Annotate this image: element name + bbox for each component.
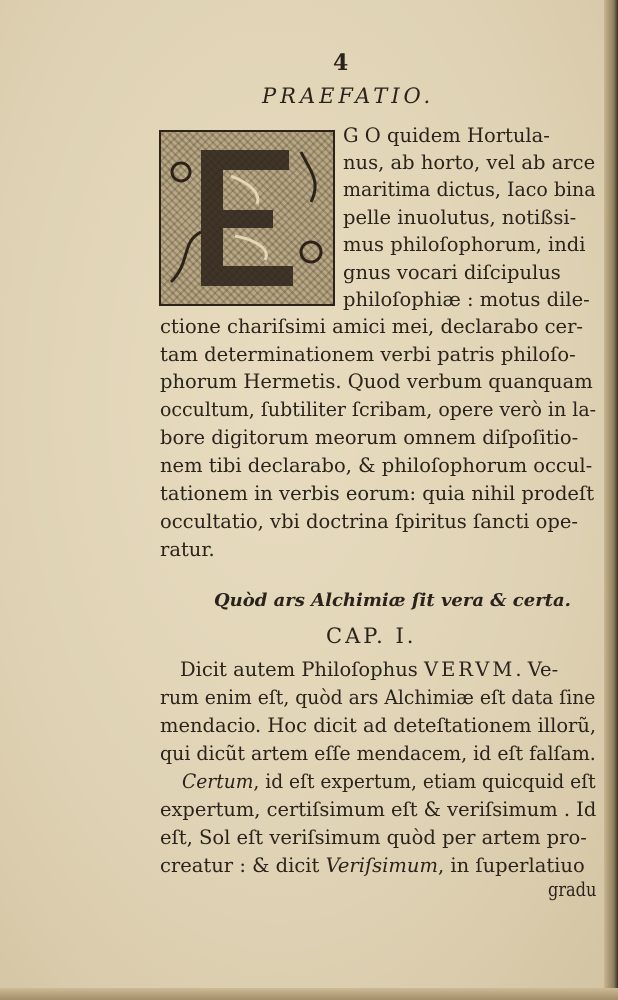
chapter-title: Quòd ars Alchimiæ ſit vera & certa. <box>214 590 571 611</box>
chapter-line-text: . Ve- <box>515 658 559 681</box>
chapter-line: expertum, certiſsimum eſt & veriſsimum . Id <box>160 798 597 821</box>
preface-line: ratur. <box>160 538 215 561</box>
decorated-initial-e <box>159 130 335 306</box>
preface-line: tam determinationem verbi patris philoſo- <box>160 343 576 366</box>
preface-line: gnus vocari diſcipulus <box>343 261 561 284</box>
running-head: PRAEFATIO. <box>262 84 435 108</box>
chapter-line-text: , in ſuperlatiuo <box>437 854 585 877</box>
chapter-line <box>182 772 596 792</box>
chapter-line <box>160 856 585 876</box>
page-number: 4 <box>333 50 349 76</box>
page-edge-shadow <box>604 0 618 1000</box>
ornament-icon <box>161 132 333 304</box>
emphasis-verissimum: Veriſsimum <box>325 854 438 877</box>
preface-line: philoſophiæ : motus dile- <box>343 288 590 311</box>
chapter-line: rum enim eſt, quòd ars Alchimiæ eſt data ſine <box>160 686 596 709</box>
preface-line: bore digitorum meorum omnem diſpoſitio- <box>160 426 579 449</box>
chapter-line: eſt, Sol eſt veriſsimum quòd per artem pro- <box>160 826 587 849</box>
preface-line: phorum Hermetis. Quod verbum quanquam <box>160 370 593 393</box>
preface-line: G O quidem Hortula- <box>343 124 550 147</box>
preface-line: occultatio, vbi doctrina ſpiritus ſancti ope- <box>160 510 578 533</box>
chapter-line: qui dicũt artem eſſe mendacem, id eſt falſam. <box>160 742 596 765</box>
emphasis-certum: Certum <box>182 770 254 793</box>
preface-line: tationem in verbis eorum: quia nihil prodeſt <box>160 482 595 505</box>
catchword: gradu <box>548 878 597 901</box>
preface-line: mus philoſophorum, indi <box>343 233 586 256</box>
emphasis-verum: VERVM <box>423 658 516 681</box>
chapter-line-text: Dicit autem Philoſophus <box>180 658 424 681</box>
chapter-line-text: creatur : & dicit <box>160 854 326 877</box>
preface-line: nem tibi declarabo, & philoſophorum occul- <box>160 454 593 477</box>
preface-line: pelle inuolutus, notißsi- <box>343 206 577 229</box>
preface-line: ctione chariſsimi amici mei, declarabo cer- <box>160 315 584 338</box>
preface-line: occultum, ſubtiliter ſcribam, opere verò in la- <box>160 398 597 421</box>
chapter-line <box>180 660 558 680</box>
page-bottom-edge <box>0 988 618 1000</box>
preface-line: nus, ab horto, vel ab arce <box>343 151 596 174</box>
chapter-line-text: , id eſt expertum, etiam quicquid eſt <box>253 770 596 793</box>
chapter-line: mendacio. Hoc dicit ad deteſtationem illorũ, <box>160 714 597 737</box>
chapter-label: CAP. I. <box>326 624 417 648</box>
preface-line: maritima dictus, Iaco bina <box>343 178 596 201</box>
